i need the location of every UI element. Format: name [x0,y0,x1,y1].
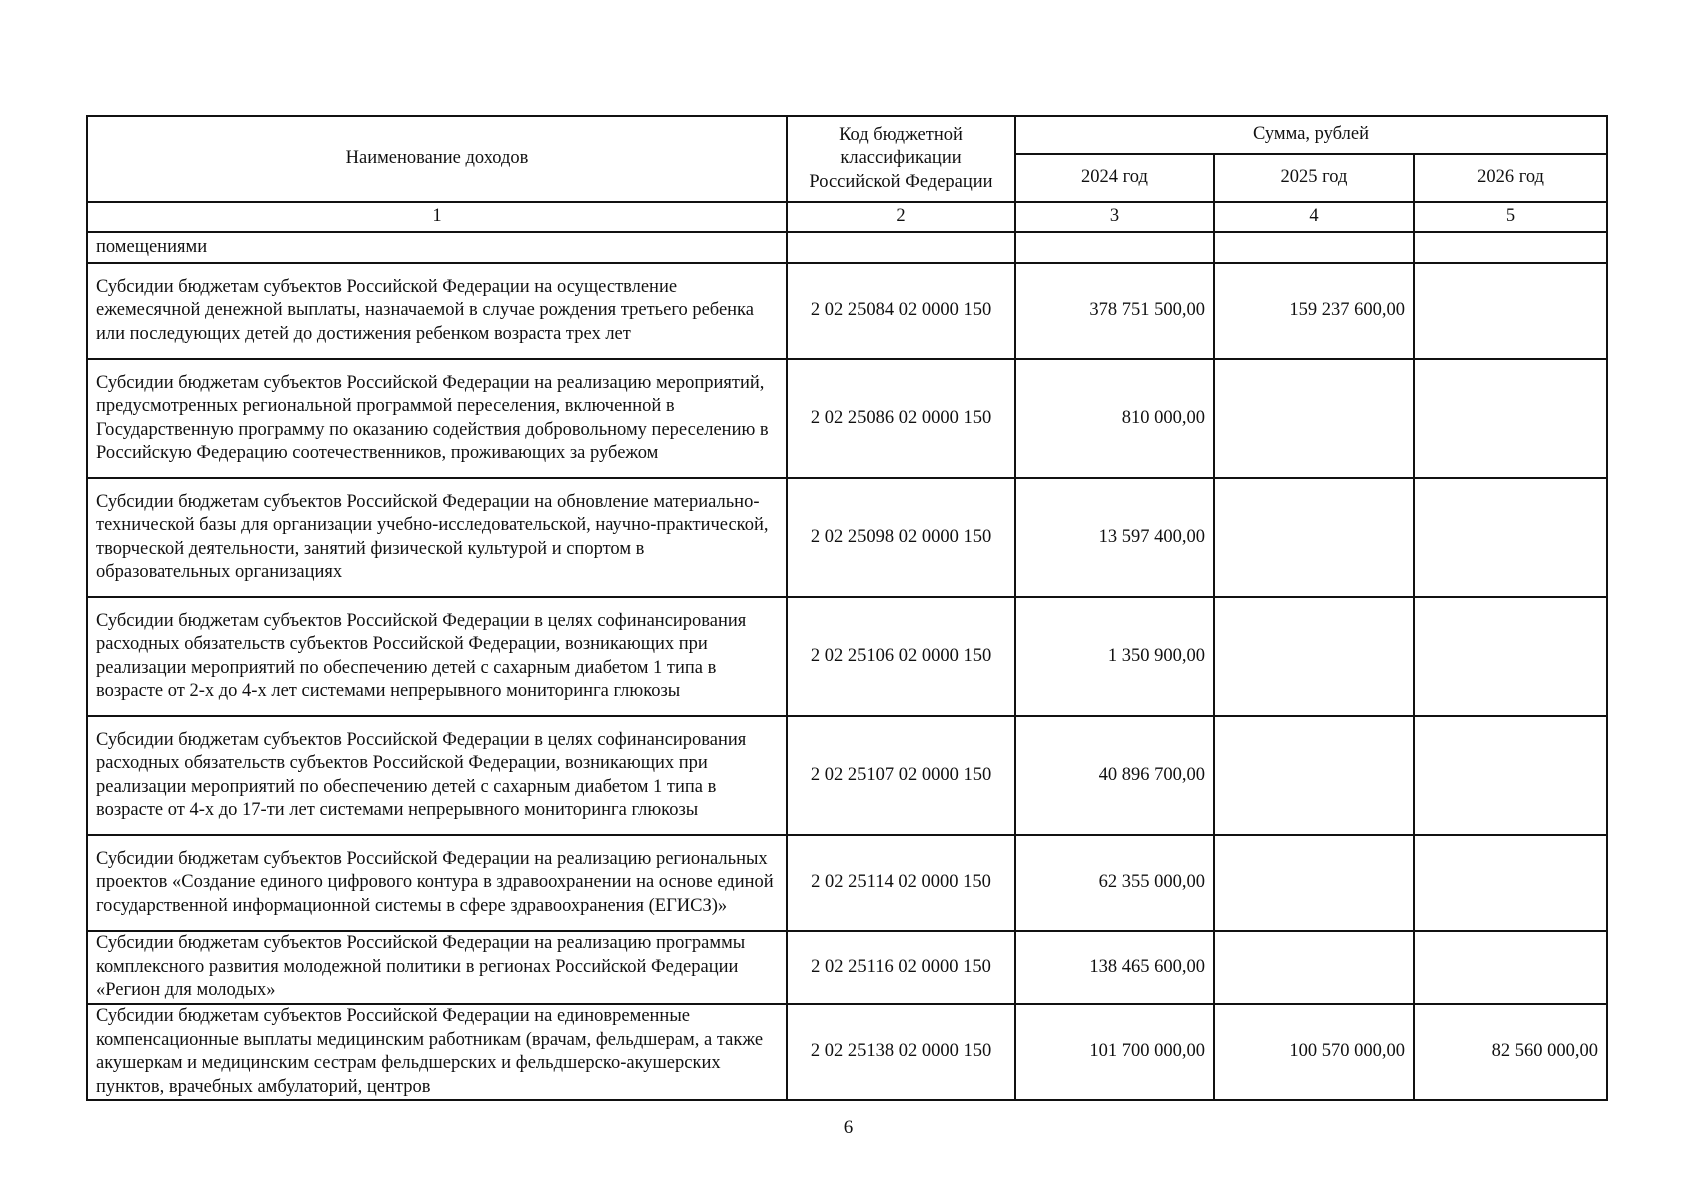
row-code: 2 02 25084 02 0000 150 [787,263,1015,359]
row-amount-2026 [1414,232,1607,263]
row-amount-2024: 62 355 000,00 [1015,835,1214,931]
page-number: 6 [843,1117,854,1138]
row-amount-2024: 1 350 900,00 [1015,597,1214,716]
row-code: 2 02 25107 02 0000 150 [787,716,1015,835]
header-year-2025: 2025 год [1214,154,1414,202]
row-amount-2025 [1214,232,1414,263]
table-row [87,931,1607,1004]
row-amount-2026 [1414,716,1607,835]
table-row [87,232,1607,263]
row-amount-2024: 378 751 500,00 [1015,263,1214,359]
row-amount-2024: 810 000,00 [1015,359,1214,478]
row-amount-2026: 82 560 000,00 [1414,1004,1607,1100]
column-number: 1 [87,202,787,232]
row-name: Субсидии бюджетам субъектов Российской Федерации на обновление материально-технической базы для организации учебно-исследовательской, научно-практической, творческой деятельности, занятий физической культурой и спортом в образовательных организациях [87,478,787,597]
row-amount-2025 [1214,359,1414,478]
header-sum: Сумма, рублей [1015,116,1607,154]
row-amount-2024: 13 597 400,00 [1015,478,1214,597]
row-name: помещениями [87,232,787,263]
header-name: Наименование доходов [87,116,787,202]
row-name: Субсидии бюджетам субъектов Российской Федерации в целях софинансирования расходных обязательств субъектов Российской Федерации, возникающих при реализации мероприятий по обеспечению детей с сахарным диабетом 1 типа в возрасте от 2-х до 4-х лет системами непрерывного мониторинга глюкозы [87,597,787,716]
column-number: 5 [1414,202,1607,232]
table-row [87,597,1607,716]
row-name: Субсидии бюджетам субъектов Российской Федерации на реализацию региональных проектов «Создание единого цифрового контура в здравоохранении на основе единой государственной информационной системы в сфере здравоохранения (ЕГИСЗ)» [87,835,787,931]
row-amount-2026 [1414,478,1607,597]
column-number: 2 [787,202,1015,232]
table-row [87,359,1607,478]
row-amount-2026 [1414,835,1607,931]
table-row [87,1004,1607,1100]
row-code: 2 02 25106 02 0000 150 [787,597,1015,716]
row-code: 2 02 25086 02 0000 150 [787,359,1015,478]
row-amount-2026 [1414,597,1607,716]
row-amount-2025 [1214,716,1414,835]
table-row [87,716,1607,835]
header-year-2024: 2024 год [1015,154,1214,202]
table-row [87,478,1607,597]
row-code: 2 02 25098 02 0000 150 [787,478,1015,597]
table-row [87,835,1607,931]
row-amount-2025: 159 237 600,00 [1214,263,1414,359]
row-code: 2 02 25114 02 0000 150 [787,835,1015,931]
row-code: 2 02 25138 02 0000 150 [787,1004,1015,1100]
row-amount-2025: 100 570 000,00 [1214,1004,1414,1100]
row-code: 2 02 25116 02 0000 150 [787,931,1015,1004]
revenue-table [86,115,1608,1101]
header-year-2026: 2026 год [1414,154,1607,202]
row-amount-2024: 40 896 700,00 [1015,716,1214,835]
row-amount-2026 [1414,263,1607,359]
row-amount-2025 [1214,835,1414,931]
row-name: Субсидии бюджетам субъектов Российской Федерации на реализацию мероприятий, предусмотренных региональной программой переселения, включенной в Государственную программу по оказанию содействия добровольному переселению в Российскую Федерацию соотечественников, проживающих за рубежом [87,359,787,478]
row-amount-2024 [1015,232,1214,263]
row-name: Субсидии бюджетам субъектов Российской Федерации на реализацию программы комплексного развития молодежной политики в регионах Российской Федерации «Регион для молодых» [87,931,787,1004]
row-name: Субсидии бюджетам субъектов Российской Федерации на осуществление ежемесячной денежной выплаты, назначаемой в случае рождения третьего ребенка или последующих детей до достижения ребенком возраста трех лет [87,263,787,359]
table-row [87,263,1607,359]
row-amount-2024: 138 465 600,00 [1015,931,1214,1004]
row-amount-2024: 101 700 000,00 [1015,1004,1214,1100]
row-amount-2026 [1414,359,1607,478]
row-amount-2025 [1214,931,1414,1004]
row-code [787,232,1015,263]
row-amount-2026 [1414,931,1607,1004]
row-amount-2025 [1214,478,1414,597]
column-number: 3 [1015,202,1214,232]
header-code: Код бюджетной классификации Российской Федерации [787,116,1015,202]
row-name: Субсидии бюджетам субъектов Российской Федерации на единовременные компенсационные выплаты медицинским работникам (врачам, фельдшерам, а также акушеркам и медицинским сестрам фельдшерских и фельдшерско-акушерских пунктов, врачебных амбулаторий, центров [87,1004,787,1100]
column-number: 4 [1214,202,1414,232]
row-name: Субсидии бюджетам субъектов Российской Федерации в целях софинансирования расходных обязательств субъектов Российской Федерации, возникающих при реализации мероприятий по обеспечению детей с сахарным диабетом 1 типа в возрасте от 4-х до 17-ти лет системами непрерывного мониторинга глюкозы [87,716,787,835]
row-amount-2025 [1214,597,1414,716]
